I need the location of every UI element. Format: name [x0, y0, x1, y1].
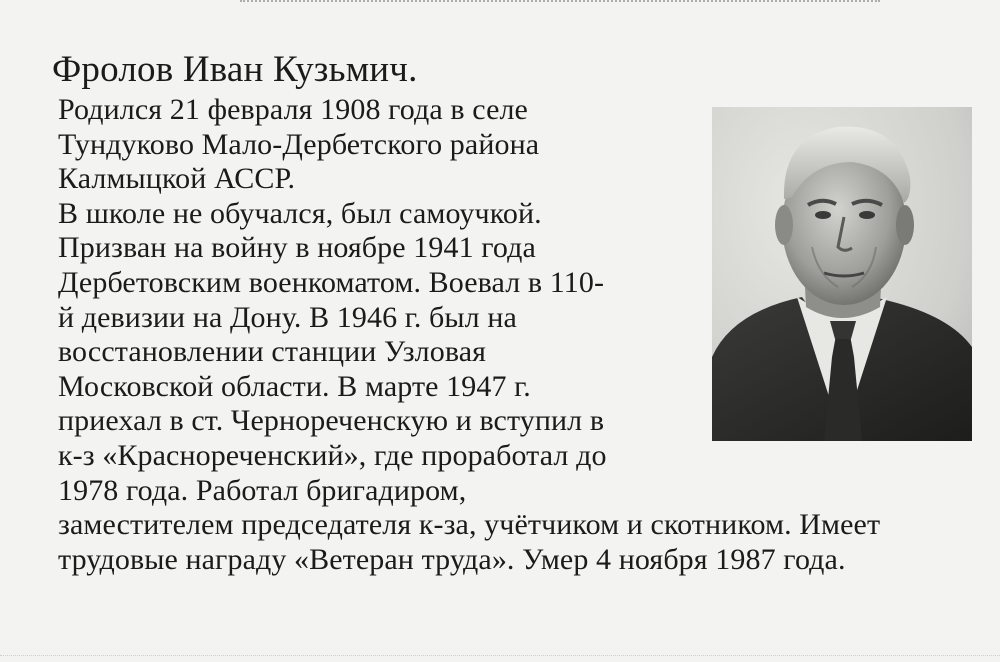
- bio-line: приехал в ст. Чернореченскую и вступил в: [58, 404, 605, 438]
- portrait-illustration: [712, 107, 972, 441]
- bio-line: Родился 21 февраля 1908 года в селе: [58, 93, 528, 126]
- bio-line: Тундуково Мало-Дербетского района: [58, 127, 540, 161]
- bio-line: 1978 года. Работал бригадиром,: [58, 473, 467, 507]
- bio-line: к-з «Краснореченский», где проработал до: [58, 438, 607, 472]
- bio-line: Дербетовским военкоматом. Воевал в 110-: [58, 265, 605, 299]
- bio-line: восстановлении станции Узловая: [58, 335, 487, 369]
- portrait-photo: [712, 107, 972, 441]
- bio-line: заместителем председателя к-за, учётчиком и скотником. Имеет: [58, 508, 881, 542]
- bio-line: трудовые награду «Ветеран труда». Умер 4 ноября 1987 года.: [58, 542, 846, 576]
- bio-line: й девизии на Дону. В 1946 г. был на: [58, 300, 517, 334]
- scan-edge-top: [240, 0, 880, 6]
- scan-edge-bottom: [0, 653, 1000, 656]
- bio-line: Призван на войну в ноябре 1941 года: [58, 231, 536, 265]
- bio-line: Калмыцкой АССР.: [58, 162, 296, 196]
- bio-line: В школе не обучался, был самоучкой.: [58, 196, 542, 230]
- bio-line: Московской области. В марте 1947 г.: [58, 369, 531, 403]
- person-name-heading: Фролов Иван Кузьмич.: [52, 49, 418, 90]
